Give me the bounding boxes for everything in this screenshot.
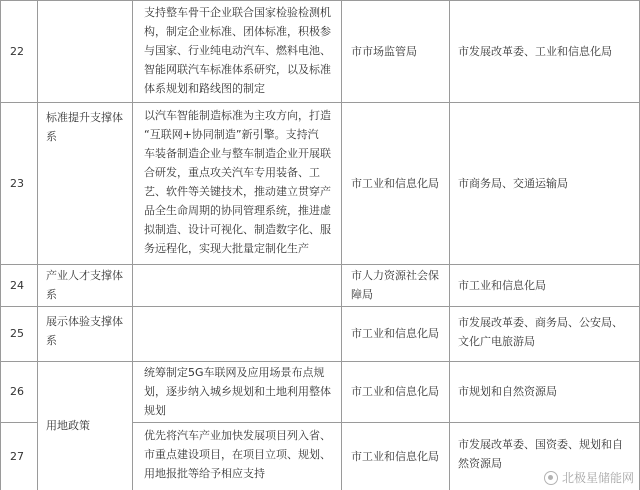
content-line: 规划: [144, 404, 166, 417]
category-line: 展示体验支撑体: [46, 315, 123, 328]
content-line: 合研发，重点攻关汽车专用装备、工: [144, 166, 320, 179]
lead-department: 市工业和信息化局: [351, 327, 439, 340]
row-number: 27: [10, 449, 24, 463]
coop-line: 文化广电旅游局: [458, 335, 535, 348]
coop-line: 市发展改革委、国资委、规划和自: [458, 438, 623, 451]
category-line: 标准提升支撑体: [46, 111, 123, 124]
content-line: 构，制定企业标准、团体标准，积极参: [144, 25, 331, 38]
content-line: 优先将汽车产业加快发展项目列入省、: [144, 429, 331, 442]
category-line: 系: [46, 288, 57, 301]
content-line: 智能网联汽车标准体系研究，以及标准: [144, 63, 331, 76]
content-cell: [144, 106, 339, 258]
content-line: 用地报批等给予相应支持: [144, 467, 265, 480]
row-number: 23: [10, 176, 24, 190]
row-number: 22: [10, 44, 24, 58]
content-line: 统筹制定5G车联网及应用场景布点规: [144, 366, 325, 379]
row-number: 26: [10, 385, 24, 398]
lead-department: 市市场监管局: [351, 44, 417, 58]
category-talent: [46, 266, 130, 304]
content-line: 车装备制造企业与整车制造企业开展联: [144, 147, 331, 160]
category-line: 产业人才支撑体: [46, 269, 123, 282]
lead-line: 市人力资源社会保: [351, 269, 439, 282]
content-cell: [144, 363, 339, 420]
content-line: 与国家、行业纯电动汽车、燃料电池、: [144, 44, 331, 57]
row-number: 25: [10, 327, 24, 340]
content-line: 市重点建设项目，在项目立项、规划、: [144, 448, 331, 461]
watermark-text: 北极星储能网: [561, 471, 634, 485]
content-line: 务远程化，实现大批量定制化生产: [144, 242, 309, 255]
watermark: [544, 469, 634, 486]
coop-department: 市规划和自然资源局: [458, 385, 557, 398]
content-line: 拟制造、设计可视化、制造数字化、服: [144, 223, 331, 236]
content-line: “互联网+协同制造”新引擎。支持汽: [144, 128, 319, 141]
content-line: 划，逐步纳入城乡规划和土地利用整体: [144, 385, 331, 398]
content-line: 艺、软件等关键技术，推动建立贯穿产: [144, 185, 331, 198]
content-line: 支持整车骨干企业联合国家检验检测机: [144, 6, 331, 19]
coop-department: [458, 435, 638, 473]
coop-department: 市商务局、交通运输局: [458, 176, 568, 190]
category-line: 系: [46, 334, 57, 347]
col-divider: [449, 0, 450, 490]
lead-line: 障局: [351, 288, 373, 301]
category-display: [46, 312, 130, 350]
content-line: 以汽车智能制造标准为主攻方向，打造: [144, 109, 331, 122]
row-divider: [0, 306, 640, 307]
coop-line: 市发展改革委、商务局、公安局、: [458, 316, 623, 329]
content-line: 品全生命周期的协同管理系统，推进虚: [144, 204, 331, 217]
lead-department: 市工业和信息化局: [351, 449, 439, 463]
coop-department: [458, 313, 638, 351]
coop-department: 市工业和信息化局: [458, 278, 546, 292]
coop-line: 然资源局: [458, 457, 502, 470]
content-cell: [144, 3, 339, 98]
category-line: 系: [46, 130, 57, 143]
col-divider: [341, 0, 342, 490]
coop-department: 市发展改革委、工业和信息化局: [458, 44, 612, 58]
lead-department: 市工业和信息化局: [351, 385, 439, 398]
lead-department: [351, 266, 447, 304]
category-land: 用地政策: [46, 419, 90, 432]
watermark-logo-icon: [544, 471, 558, 485]
col-divider: [132, 0, 133, 490]
content-cell: [144, 426, 339, 483]
content-line: 体系规划和路线图的制定: [144, 82, 265, 95]
row-number: 24: [10, 278, 24, 292]
lead-department: 市工业和信息化局: [351, 176, 439, 190]
category-standard: [46, 108, 130, 146]
